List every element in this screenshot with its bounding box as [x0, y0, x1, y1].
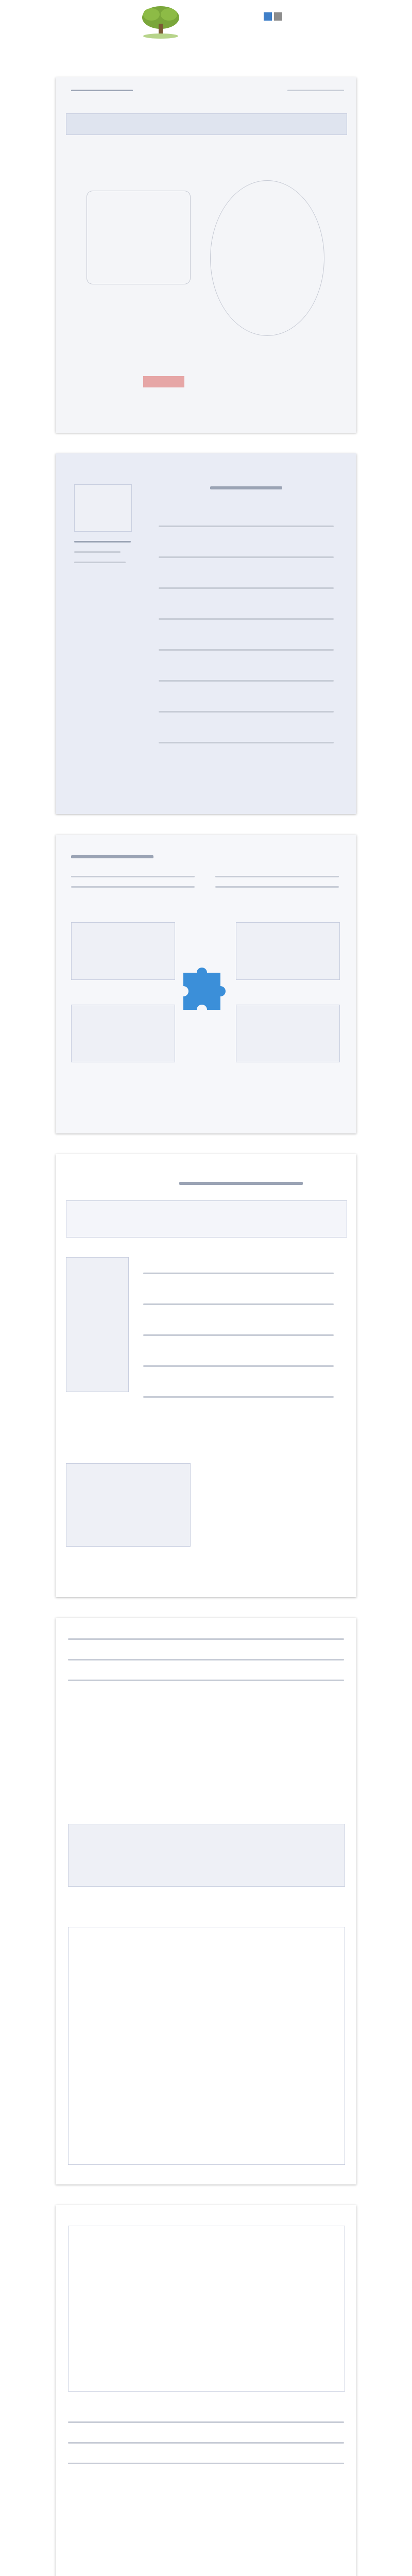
placeholder-line [159, 680, 334, 682]
placeholder-line [159, 618, 334, 620]
placeholder-line [159, 742, 334, 743]
placeholder-line [143, 1396, 334, 1398]
placeholder-line [287, 90, 344, 91]
text-box [71, 922, 175, 980]
placeholder-line [68, 1638, 344, 1640]
inset-box [68, 1824, 345, 1887]
text-box [71, 1005, 175, 1062]
info-box [68, 2226, 345, 2392]
memory-verse-page [56, 2205, 356, 2576]
puzzle-piece-icon [176, 963, 236, 1015]
placeholder-line [179, 1182, 303, 1185]
placeholder-line [210, 486, 282, 489]
placeholder-line [68, 2442, 344, 2444]
placeholder-line [68, 2421, 344, 2423]
placeholder-line [159, 556, 334, 558]
placeholder-line [74, 541, 131, 543]
text-box [236, 922, 340, 980]
placeholder-line [74, 562, 126, 563]
reference-box [66, 1200, 347, 1238]
placeholder-line [74, 551, 121, 553]
placeholder-line [68, 1659, 344, 1660]
placeholder-line [68, 2463, 344, 2464]
primary-badge [264, 12, 272, 21]
placeholder-line [143, 1273, 334, 1274]
placeholder-line [159, 587, 334, 589]
placeholder-line [68, 1680, 344, 1681]
secondary-badge [274, 12, 282, 21]
placeholder-line [71, 876, 195, 877]
sketch-mark [210, 180, 324, 336]
placeholder-line [159, 649, 334, 651]
placeholder-line [143, 1303, 334, 1305]
placeholder-line [71, 855, 153, 858]
sketch-mark [87, 191, 191, 284]
lesson-page [56, 1154, 356, 1597]
placeholder-line [215, 886, 339, 888]
illustration [66, 1463, 191, 1547]
contents-page [56, 453, 356, 814]
placeholder-line [159, 526, 334, 527]
cover-title-band [66, 113, 347, 135]
cover-label-block [143, 376, 184, 387]
placeholder-line [71, 90, 133, 91]
badge-row [264, 12, 282, 23]
author-photo [74, 484, 132, 532]
text-box [236, 1005, 340, 1062]
sidebar-note [66, 1257, 129, 1392]
placeholder-line [159, 711, 334, 713]
tree-logo-icon [138, 3, 183, 39]
placeholder-line [143, 1365, 334, 1367]
cover-page [56, 77, 356, 433]
placeholder-line [215, 876, 339, 877]
placeholder-line [71, 886, 195, 888]
page-header [0, 0, 412, 57]
worksheet-box [68, 1927, 345, 2165]
reading-page [56, 1618, 356, 2184]
guideline-page [56, 835, 356, 1133]
placeholder-line [143, 1334, 334, 1336]
